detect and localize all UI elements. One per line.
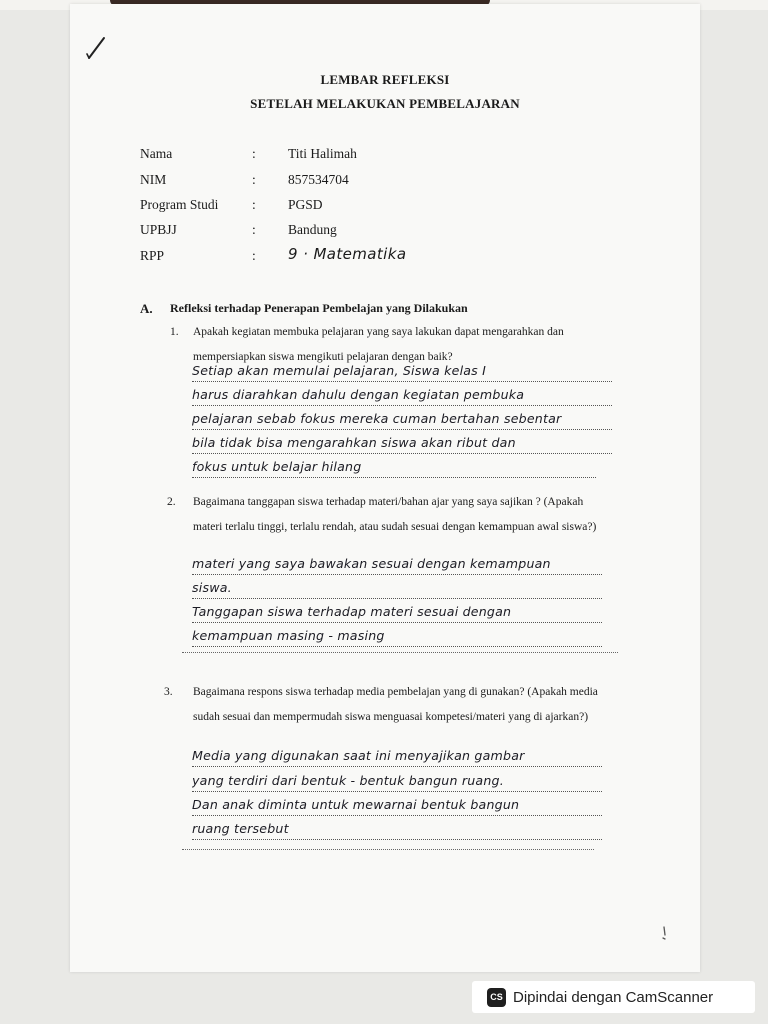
identity-value: PGSD — [288, 197, 323, 212]
section-title: Refleksi terhadap Penerapan Pembelajan yang Dilakukan — [170, 301, 468, 315]
identity-label: UPBJJ — [140, 222, 177, 237]
identity-row-upbjj — [140, 222, 660, 246]
identity-value: Bandung — [288, 222, 337, 237]
camscanner-label: Dipindai dengan CamScanner — [513, 988, 714, 1006]
camscanner-logo-icon: CS — [487, 988, 506, 1007]
answer-2-line-2: siswa. — [192, 578, 602, 599]
title-line-1: LEMBAR REFLEKSI — [320, 72, 450, 87]
identity-row-rpp — [140, 245, 660, 272]
title-line-2: SETELAH MELAKUKAN PEMBELAJARAN — [250, 96, 520, 111]
identity-value: 857534704 — [288, 172, 349, 187]
answer-3-line-2: yang terdiri dari bentuk - bentuk bangun ruang. — [192, 771, 602, 792]
answer-3-line-3: Dan anak diminta untuk mewarnai bentuk bangun — [192, 795, 602, 816]
pen-mark-icon — [86, 34, 108, 60]
question-1-number: 1. — [170, 326, 179, 338]
answer-1-line-5: fokus untuk belajar hilang — [192, 457, 596, 478]
identity-label: NIM — [140, 172, 167, 187]
identity-label: RPP — [140, 248, 165, 263]
identity-colon: : — [252, 222, 256, 237]
answer-3-blank-line — [182, 848, 594, 850]
section-letter: A. — [140, 301, 153, 316]
answer-2-blank-line — [182, 651, 618, 653]
identity-row-program-studi — [140, 197, 660, 221]
question-3-number: 3. — [164, 686, 173, 698]
answer-1-line-3: pelajaran sebab fokus mereka cuman bertahan sebentar — [192, 409, 612, 430]
identity-colon: : — [252, 248, 256, 263]
identity-value: Titi Halimah — [288, 146, 357, 161]
answer-2-line-4: kemampuan masing - masing — [192, 626, 602, 647]
document-page — [70, 4, 700, 972]
answer-1-line-1: Setiap akan memulai pelajaran, Siswa kelas I — [192, 361, 612, 382]
answer-1-line-2: harus diarahkan dahulu dengan kegiatan pembuka — [192, 385, 612, 406]
answer-2-line-1: materi yang saya bawakan sesuai dengan kemampuan — [192, 554, 602, 575]
answer-3-line-4: ruang tersebut — [192, 819, 602, 840]
identity-colon: : — [252, 197, 256, 212]
camscanner-watermark — [472, 981, 755, 1013]
answer-3-line-1: Media yang digunakan saat ini menyajikan gambar — [192, 746, 602, 767]
question-1-text: Apakah kegiatan membuka pelajaran yang saya lakukan dapat mengarahkan dan mempersiapkan siswa mengikuti pelajaran dengan baik? — [193, 326, 564, 363]
identity-colon: : — [252, 146, 256, 161]
identity-label: Nama — [140, 146, 173, 161]
question-3-text: Bagaimana respons siswa terhadap media pembelajan yang di gunakan? (Apakah media sudah sesuai dan mempermudah siswa menguasai kompetesi/materi yang di ajarkan?) — [193, 686, 598, 723]
question-2-number: 2. — [167, 496, 176, 508]
identity-colon: : — [252, 172, 256, 187]
answer-1-line-4: bila tidak bisa mengarahkan siswa akan ribut dan — [192, 433, 612, 454]
answer-2-line-3: Tanggapan siswa terhadap materi sesuai dengan — [192, 602, 602, 623]
identity-label: Program Studi — [140, 197, 219, 212]
identity-value-handwritten: 9 · Matematika — [288, 245, 407, 263]
identity-row-nim — [140, 172, 660, 196]
question-2-text: Bagaimana tanggapan siswa terhadap materi/bahan ajar yang saya sajikan ? (Apakah materi terlalu tinggi, terlalu rendah, atau sudah sesuai dengan kemampuan awal siswa?) — [193, 496, 597, 533]
identity-row-nama — [140, 146, 660, 170]
stray-mark-icon — [660, 926, 668, 940]
